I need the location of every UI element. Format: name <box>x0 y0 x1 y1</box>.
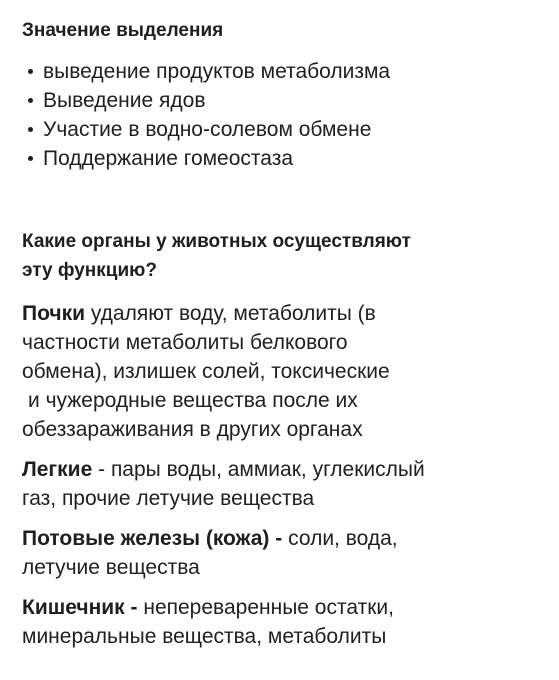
list-item <box>22 57 552 86</box>
list-item <box>22 115 552 144</box>
organ-desc-line-2: газ, прочие летучие вещества <box>22 487 315 510</box>
list-item <box>22 144 552 173</box>
excretion-functions-list <box>22 57 552 173</box>
organ-lungs <box>22 455 552 513</box>
organ-name: Кишечник <box>22 596 125 619</box>
list-item-text: Поддержание гомеостаза <box>43 147 294 170</box>
organ-sweat-glands <box>22 524 552 582</box>
organ-desc-line-1: соли, вода, <box>288 527 398 550</box>
organ-kidneys <box>22 299 552 444</box>
organ-separator: - <box>124 596 144 619</box>
question-heading <box>22 227 552 285</box>
organ-name: Почки <box>22 302 86 325</box>
document-content <box>22 16 552 651</box>
organ-name: Потовые железы (кожа) <box>22 527 270 550</box>
organ-name: Легкие <box>22 458 93 481</box>
question-line-2: эту функцию? <box>22 260 157 281</box>
organ-desc-line-4: и чужеродные вещества после их <box>28 389 358 412</box>
organ-desc-line-2: минеральные вещества, метаболиты <box>22 625 387 648</box>
organ-desc-line-1: непереваренные остатки, <box>143 596 394 619</box>
list-item-text: Участие в водно-солевом обмене <box>43 118 372 141</box>
bullet-icon <box>28 156 33 161</box>
list-item-text: Выведение ядов <box>43 89 206 112</box>
organ-separator: - <box>92 458 111 481</box>
organ-intestine <box>22 593 552 651</box>
bullet-icon <box>28 98 33 103</box>
organ-desc-line-2: летучие вещества <box>22 556 200 579</box>
list-item <box>22 86 552 115</box>
organ-desc-line-2: частности метаболиты белкового <box>22 331 348 354</box>
organ-desc-line-3: обмена), излишек солей, токсические <box>22 360 390 383</box>
list-item-text: выведение продуктов метаболизма <box>43 60 391 83</box>
organ-separator: - <box>269 527 289 550</box>
organ-desc-line-1: пары воды, аммиак, углекислый <box>110 458 425 481</box>
organ-desc-line-1: удаляют воду, метаболиты (в <box>85 302 376 325</box>
organ-desc-line-5: обеззараживания в других органах <box>22 418 363 441</box>
bullet-icon <box>28 69 33 74</box>
section-title-excretion: Значение выделения <box>22 20 224 41</box>
bullet-icon <box>28 127 33 132</box>
question-line-1: Какие органы у животных осуществляют <box>22 231 411 252</box>
